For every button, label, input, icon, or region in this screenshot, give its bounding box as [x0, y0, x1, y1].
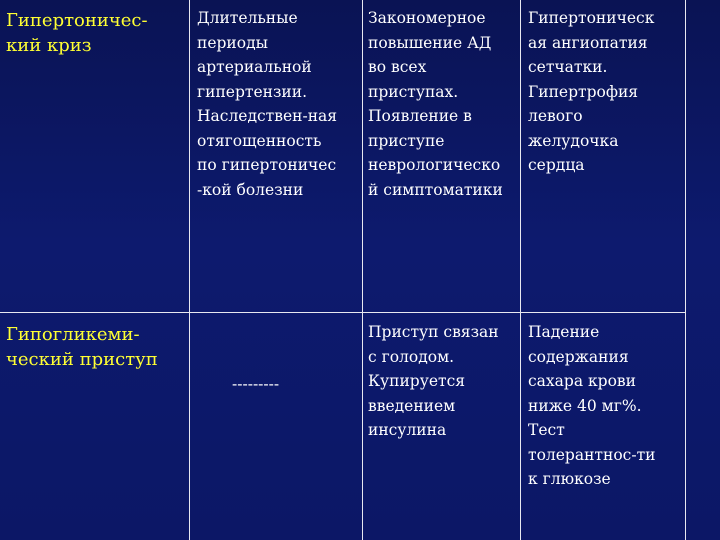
- row-2-anamnesis: ---------: [232, 375, 280, 393]
- row-divider: [0, 312, 686, 313]
- row-2-clinic: Приступ связан с голодом. Купируется введением инсулина: [368, 323, 499, 439]
- row-2-findings: Падение содержания сахара крови ниже 40 мг%. Тест толерантнос-ти к глюкозе: [528, 323, 656, 488]
- column-divider: [189, 0, 190, 540]
- row-1-anamnesis: Длительные периоды артериальной гипертензии. Наследствен-ная отягощенность по гипертоничес -кой болезни: [197, 9, 338, 199]
- row-1-condition: Гипертоничес- кий криз: [6, 10, 148, 56]
- row-1-clinic: Закономерное повышение АД во всех приступах. Появление в приступе неврологическо й симптоматики: [368, 9, 503, 199]
- column-divider: [685, 0, 686, 540]
- column-divider: [362, 0, 363, 540]
- row-1-findings: Гипертоническ ая ангиопатия сетчатки. Гипертрофия левого желудочка сердца: [528, 9, 655, 174]
- column-divider: [520, 0, 521, 540]
- row-2-condition: Гипогликеми- ческий приступ: [6, 324, 158, 370]
